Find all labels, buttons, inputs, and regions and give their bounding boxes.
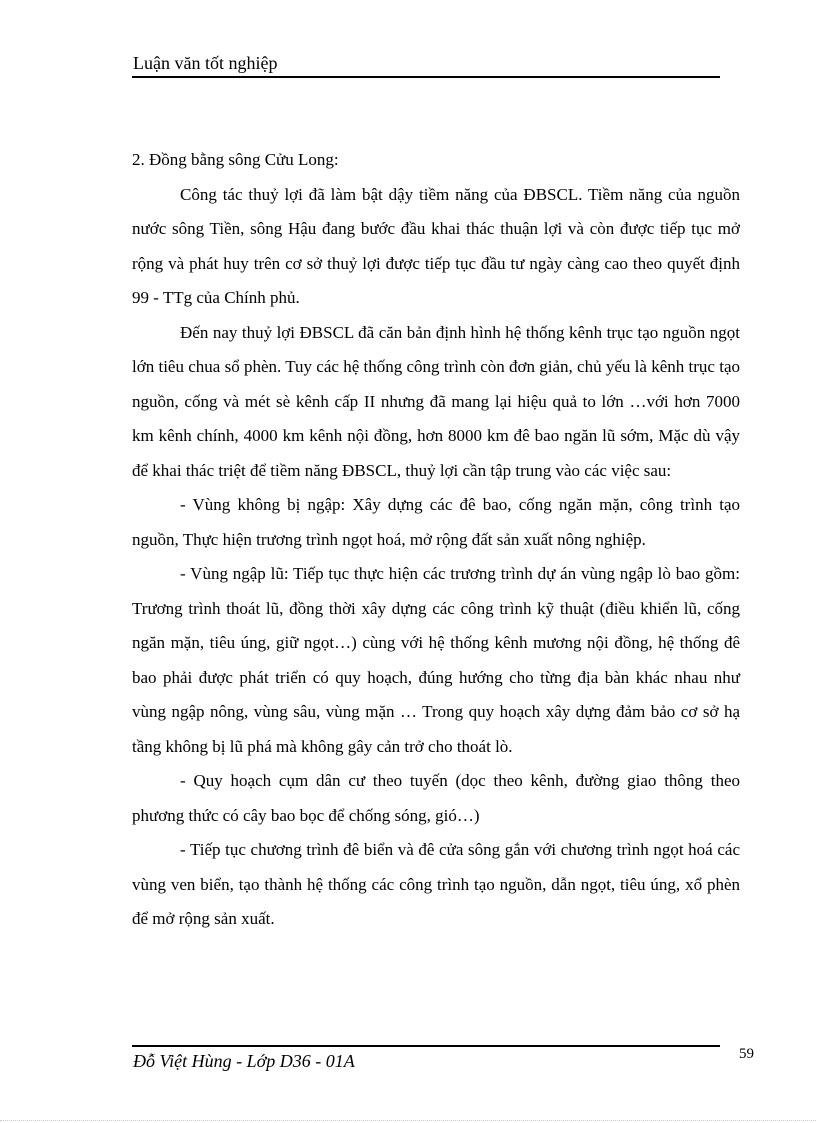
page-bottom-border bbox=[0, 1120, 816, 1121]
header-divider bbox=[132, 76, 720, 78]
paragraph-3: - Vùng không bị ngập: Xây dựng các đê bao, cống ngăn mặn, công trình tạo nguồn, Thực hiện trương trình ngọt hoá, mở rộng đất sản xuất nông nghiệp. bbox=[132, 495, 740, 549]
paragraph-6: - Tiếp tục chương trình đê biển và đê cửa sông gắn với chương trình ngọt hoá các vùng ven biển, tạo thành hệ thống các công trình tạo nguồn, dẫn ngọt, tiêu úng, xổ phèn để mở rộng sản xuất. bbox=[132, 840, 740, 928]
section-heading: 2. Đồng bằng sông Cửu Long: bbox=[132, 150, 339, 169]
paragraph-2: Đến nay thuỷ lợi ĐBSCL đã căn bản định hình hệ thống kênh trục tạo nguồn ngọt lớn tiêu chua sổ phèn. Tuy các hệ thống công trình còn đơn giản, chủ yếu là kênh trục tạo nguồn, cống và mét sè kênh cấp II nhưng đã mang lại hiệu quả to lớn …với hơn 7000 km kênh chính, 4000 km kênh nội đồng, hơn 8000 km đê bao ngăn lũ sớm, Mặc dù vậy để khai thác triệt để tiềm năng ĐBSCL, thuỷ lợi cần tập trung vào các việc sau: bbox=[132, 322, 740, 480]
paragraph-1: Công tác thuỷ lợi đã làm bật dậy tiềm năng của ĐBSCL. Tiềm năng của nguồn nước sông Tiền, sông Hậu đang bước đầu khai thác thuận lợi và còn được tiếp tục mở rộng và phát huy trên cơ sở thuỷ lợi được tiếp tục đầu tư ngày càng cao theo quyết định 99 - TTg của Chính phủ. bbox=[132, 184, 740, 307]
paragraph-5: - Quy hoạch cụm dân cư theo tuyến (dọc theo kênh, đường giao thông theo phương thức có cây bao bọc để chống sóng, gió…) bbox=[132, 771, 740, 825]
page-header-title: Luận văn tốt nghiệp bbox=[133, 53, 278, 73]
paragraph-4: - Vùng ngập lũ: Tiếp tục thực hiện các trương trình dự án vùng ngập lò bao gồm: Trương trình thoát lũ, đồng thời xây dựng các công trình kỹ thuật (điều khiển lũ, cống ngăn mặn, tiêu úng, giữ ngọt…) cùng với hệ thống kênh mương nội đồng, hệ thống đê bao phải được phát triển có quy hoạch, đúng hướng cho từng địa bàn khác nhau như vùng ngập nông, vùng sâu, vùng mặn … Trong quy hoạch xây dựng đảm bảo cơ sở hạ tầng không bị lũ phá mà không gây cản trở cho thoát lò. bbox=[132, 564, 740, 756]
page-number: 59 bbox=[739, 1046, 754, 1062]
footer-author: Đỗ Việt Hùng - Lớp D36 - 01A bbox=[133, 1051, 355, 1071]
footer-divider bbox=[132, 1045, 720, 1047]
page-body bbox=[132, 143, 740, 937]
